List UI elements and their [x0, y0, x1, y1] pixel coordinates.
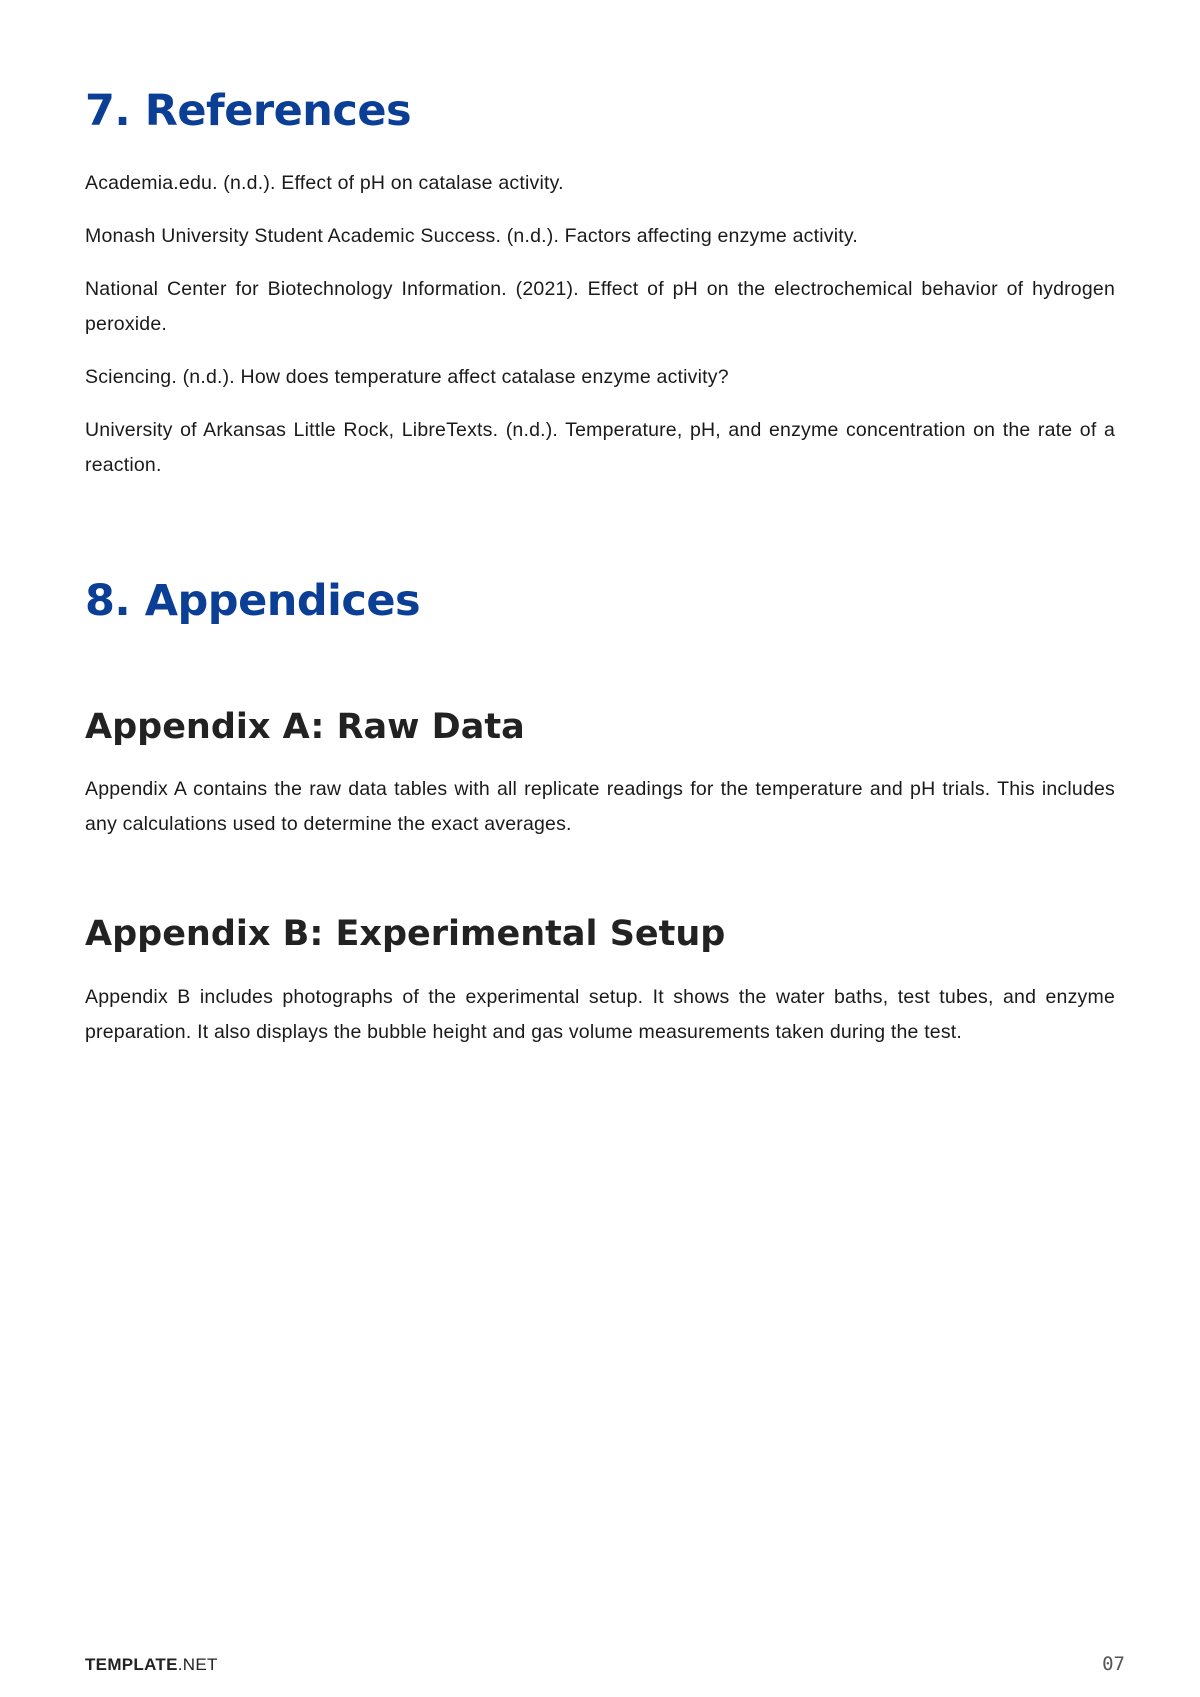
appendix-a-heading: Appendix A: Raw Data [85, 707, 525, 747]
reference-item: Monash University Student Academic Success. (n.d.). Factors affecting enzyme activity. [85, 225, 858, 247]
document-page [85, 0, 1115, 1697]
reference-item: National Center for Biotechnology Information. (2021). Effect of pH on the electrochemical behavior of hydrogen peroxide. [85, 278, 1115, 335]
reference-item: University of Arkansas Little Rock, LibreTexts. (n.d.). Temperature, pH, and enzyme concentration on the rate of a reaction. [85, 419, 1115, 476]
appendix-a-text: Appendix A contains the raw data tables with all replicate readings for the temperature and pH trials. This includes any calculations used to determine the exact averages. [85, 778, 1115, 835]
brand-logo-suffix: .NET [177, 1655, 218, 1674]
references-heading: 7. References [85, 86, 412, 136]
brand-logo-bold: TEMPLATE [85, 1655, 178, 1674]
appendix-b-text: Appendix B includes photographs of the experimental setup. It shows the water baths, test tubes, and enzyme preparation. It also displays the bubble height and gas volume measurements taken during the test. [85, 986, 1115, 1043]
page-footer [85, 1655, 1125, 1681]
reference-item: Sciencing. (n.d.). How does temperature affect catalase enzyme activity? [85, 366, 729, 388]
reference-item: Academia.edu. (n.d.). Effect of pH on catalase activity. [85, 172, 564, 194]
page-number: 07 [1102, 1653, 1125, 1675]
brand-logo [85, 1655, 218, 1675]
references-list [85, 166, 1115, 501]
appendix-b-heading: Appendix B: Experimental Setup [85, 914, 726, 954]
appendices-heading: 8. Appendices [85, 576, 421, 626]
